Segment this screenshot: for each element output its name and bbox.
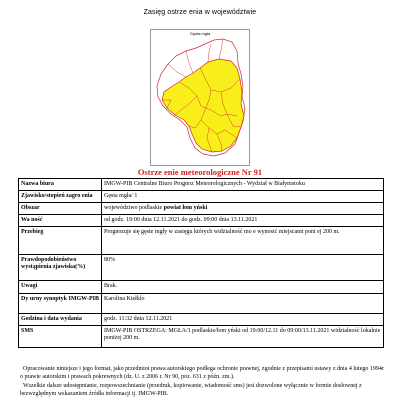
phenomenon-value: Gęsta mgła/ 1 — [102, 191, 384, 203]
table-row — [19, 294, 384, 314]
forecast-label: Przebieg — [19, 227, 102, 255]
sms-label: SMS — [19, 326, 102, 348]
remarks-value: Brak. — [102, 281, 384, 294]
warning-heading: Ostrze enie meteorologiczne Nr 91 — [137, 167, 263, 177]
forecast-value: Prognozuje się gęste mgły w zasięgu których widzialność mo e wynosić miejscami poni ej 200 m. — [102, 227, 384, 255]
table-row — [19, 215, 384, 227]
issued-value: godz. 11:32 dnia 12.11.2021 — [102, 314, 384, 326]
validity-value: od godz. 19:00 dnia 12.11.2021 do godz. 09:00 dnia 13.11.2021 — [102, 215, 384, 227]
office-label: Nazwa biura — [19, 179, 102, 191]
remarks-label: Uwagi — [19, 281, 102, 294]
table-row — [19, 314, 384, 326]
validity-label: Wa ność — [19, 215, 102, 227]
table-row — [19, 191, 384, 203]
copyright-line-1: Opracowanie niniejsze i jego format, jako przedmiot prawa autorskiego podlega ochronie prawnej, zgodnie z przepisami ustawy z dnia 4 lutego 1994r o prawie autorskim i prawach pokrewnych (dz. U. z 2006 r. Nr 90, poz. 631 z późn. zm.). — [20, 366, 384, 381]
table-row — [19, 203, 384, 215]
probability-label: Prawdopodobieństwo wystąpienia zjawiska(%) — [19, 255, 102, 281]
table-row — [19, 326, 384, 348]
sms-value: IMGW-PIB OSTRZEGA: MGŁA/1 podlaskie/łom yński od 19:00/12.11 do 09:00/13.11.2021 widzialność lokalnie poniżej 200 m. — [102, 326, 384, 348]
table-row — [19, 255, 384, 281]
podlaskie-map — [151, 30, 251, 167]
office-value: IMGW-PIB Centralne Biuro Prognoz Meteorologicznych - Wydział w Białymstoku — [102, 179, 384, 191]
table-row — [19, 179, 384, 191]
warning-map — [150, 29, 250, 166]
table-row — [19, 227, 384, 255]
copyright-notice — [20, 365, 386, 398]
area-label: Obszar — [19, 203, 102, 215]
map-legend-label: Gęsta mgła — [189, 31, 211, 36]
phenomenon-label: Zjawisko/stopień zagro enia — [19, 191, 102, 203]
probability-value: 80% — [102, 255, 384, 281]
area-value-county: powiat łom yński — [163, 205, 208, 211]
synoptic-value: Karolina Kiełklo — [102, 294, 384, 314]
issued-label: Godzina i data wydania — [19, 314, 102, 326]
area-value-prefix: województwo podlaskie — [104, 205, 164, 211]
page-title: Zasięg ostrze enia w województwie — [143, 9, 257, 16]
synoptic-label: Dy urny synoptyk IMGW-PIB — [19, 294, 102, 314]
copyright-line-2: Wszelkie dalsze udostępnianie, rozpowszechnianie (przedruk, kopiowanie, wiadomość sms) jest dozwolone wyłącznie w formie dosłownej z bezwzględnym wskazaniem źródła informacji tj. IMGW-PIB. — [20, 382, 362, 397]
table-row — [19, 281, 384, 294]
warning-details-table — [18, 178, 384, 348]
area-value — [102, 203, 384, 215]
